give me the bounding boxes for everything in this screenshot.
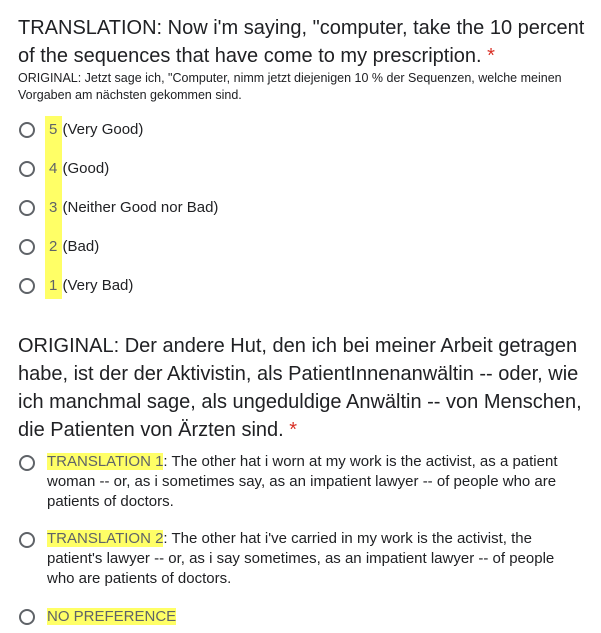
option-no-preference[interactable] (47, 607, 577, 627)
question-1-title-text: TRANSLATION: Now i'm saying, "computer, take the 10 percent of the sequences that have come to my prescription. (18, 17, 585, 67)
required-asterisk: * (487, 45, 495, 67)
required-asterisk: * (289, 419, 298, 441)
option-translation-2[interactable] (47, 529, 577, 589)
option-tag: TRANSLATION 2 (47, 530, 164, 547)
rating-number: 1 (49, 277, 58, 294)
rating-label: (Very Good) (58, 121, 144, 138)
rating-number: 2 (49, 238, 58, 255)
radio-rating-4[interactable] (19, 161, 35, 177)
radio-rating-5[interactable] (19, 122, 35, 138)
rating-number: 4 (49, 160, 58, 177)
radio-rating-2[interactable] (19, 239, 35, 255)
rating-option-2[interactable] (48, 237, 99, 257)
radio-translation-1[interactable] (19, 455, 35, 471)
rating-number: 5 (49, 121, 58, 138)
question-1-title (18, 14, 588, 70)
rating-option-5[interactable] (48, 120, 143, 140)
question-2-title (18, 332, 588, 444)
rating-label: (Good) (58, 160, 110, 177)
radio-rating-1[interactable] (19, 278, 35, 294)
rating-label: (Very Bad) (58, 277, 134, 294)
rating-label: (Neither Good nor Bad) (58, 199, 219, 216)
rating-option-3[interactable] (48, 198, 218, 218)
radio-no-preference[interactable] (19, 609, 35, 625)
option-translation-1[interactable] (47, 452, 577, 512)
question-2-title-text: ORIGINAL: Der andere Hut, den ich bei meiner Arbeit getragen habe, ist der der Aktivistin, als PatientInnenanwältin -- oder, wie ich manchmal sage, als ungeduldige Anwältin -- von Menschen, die Patienten von Ärzten sind. (18, 335, 582, 441)
rating-number: 3 (49, 199, 58, 216)
option-tag: NO PREFERENCE (47, 608, 177, 625)
rating-label: (Bad) (58, 238, 100, 255)
radio-translation-2[interactable] (19, 532, 35, 548)
option-tag: TRANSLATION 1 (47, 453, 164, 470)
rating-option-1[interactable] (48, 276, 133, 296)
option-text: : The other hat i've carried in my work is the activist, the patient's lawyer -- or, as i say sometimes, as an impatient lawyer -- of people who are patients of doctors. (47, 530, 555, 587)
radio-rating-3[interactable] (19, 200, 35, 216)
question-1-original-text: ORIGINAL: Jetzt sage ich, "Computer, nimm jetzt diejenigen 10 % der Sequenzen, welche meinen Vorgaben am nächsten gekommen sind. (18, 71, 562, 102)
option-text: : The other hat i worn at my work is the activist, as a patient woman -- or, as i sometimes say, as an impatient lawyer -- of people who are patients of doctors. (47, 453, 558, 510)
rating-option-4[interactable] (48, 159, 109, 179)
